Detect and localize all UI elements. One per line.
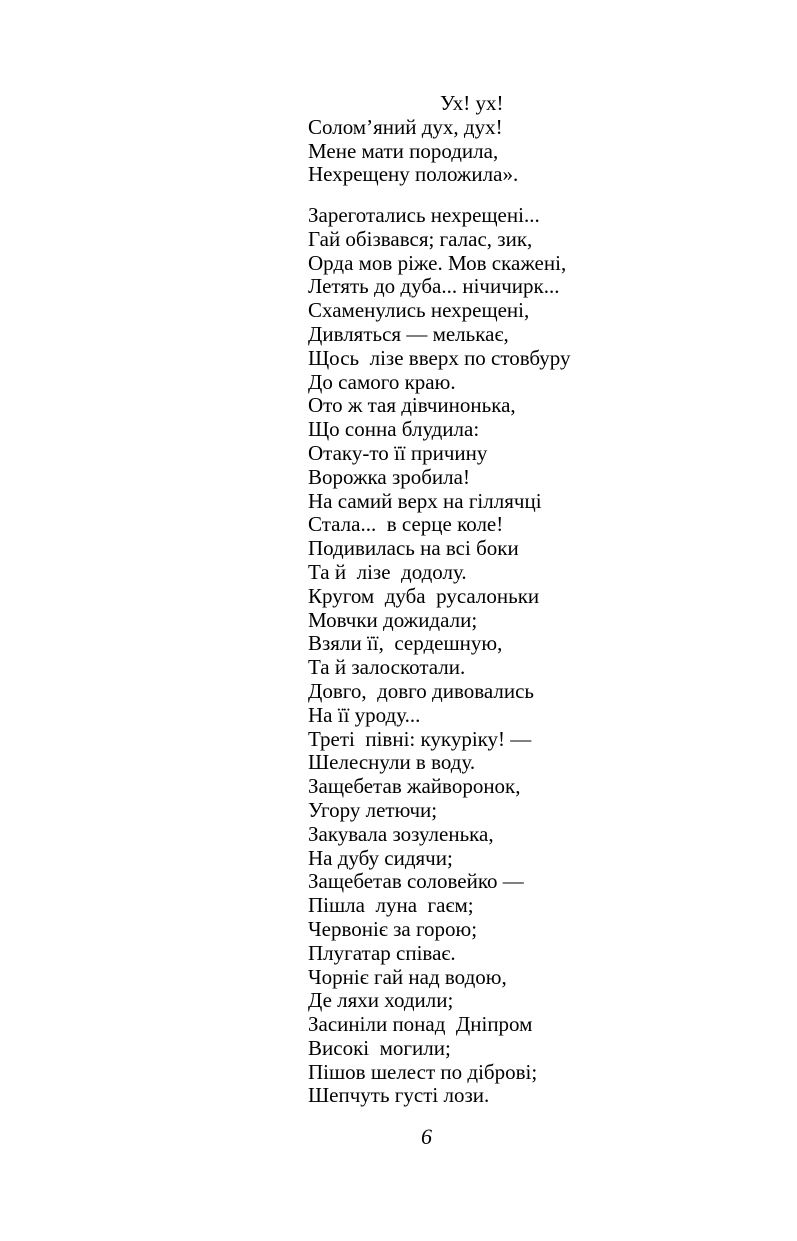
poem-line: Гай обізвався; галас, зик, <box>308 226 533 251</box>
poem-line: Нехрещену положила». <box>308 162 519 187</box>
poem-line: Летять до дуба... нічичирк... <box>308 274 560 299</box>
poem-line: Отаку-то її причину <box>308 440 488 465</box>
poem-line: Закувала зозуленька, <box>308 821 494 846</box>
poem-line: Високі могили; <box>308 1035 451 1060</box>
poem-line: Зареготались нехрещені... <box>308 203 540 227</box>
stanza-2 <box>308 204 571 1108</box>
poem-line: Взяли її, сердешную, <box>308 631 503 656</box>
poem-line: Пішов шелест по діброві; <box>308 1059 538 1084</box>
poem-line: Що сонна блудила: <box>308 417 480 442</box>
poem-line: Засиніли понад Дніпром <box>308 1012 533 1037</box>
poem-line: Пішла луна гаєм; <box>308 893 474 918</box>
poem-line: Ух! ух! <box>440 91 504 115</box>
poem-line: Чорніє гай над водою, <box>308 964 507 989</box>
poem-line: Мене мати породила, <box>308 138 499 163</box>
poem-line: Треті півні: кукуріку! — <box>308 726 532 751</box>
poem-line: Кругом дуба русалоньки <box>308 583 540 608</box>
poem-line: Де ляхи ходили; <box>308 988 454 1013</box>
poem-line: Солом’яний дух, дух! <box>308 114 503 139</box>
poem-line: Схаменулись нехрещені, <box>308 298 530 323</box>
poem-line: Та й залоскотали. <box>308 655 466 680</box>
poem-line: Шепчуть густі лози. <box>308 1083 490 1108</box>
poem-line: Плугатар співає. <box>308 940 456 965</box>
poem-line: Щось лізе вверх по стовбуру <box>308 345 571 370</box>
poem-line: Защебетав жайворонок, <box>308 774 521 799</box>
poem-line: Защебетав соловейко — <box>308 869 524 894</box>
poem-line: Орда мов ріже. Мов скажені, <box>308 250 567 275</box>
poem-line: Подивилась на всі боки <box>308 536 519 561</box>
poem-line: Угору летючи; <box>308 797 438 822</box>
poem-line: До самого краю. <box>308 369 456 394</box>
poem-line: Мовчки дожидали; <box>308 607 478 632</box>
poem-line: Ворожка зробила! <box>308 464 470 489</box>
poem-line: На її уроду... <box>308 702 421 727</box>
poem-line: Червоніє за горою; <box>308 916 478 941</box>
poem-line: Шелеснули в воду. <box>308 750 476 775</box>
poem-line: Та й лізе додолу. <box>308 559 467 584</box>
poem-line: Довго, довго дивовались <box>308 678 534 703</box>
poem-line: На самий верх на гіллячці <box>308 488 542 513</box>
page-number: 6 <box>421 1124 432 1149</box>
poem-line: Ото ж тая дівчинонька, <box>308 393 516 418</box>
stanza-1 <box>308 92 518 187</box>
poem-line: На дубу сидячи; <box>308 845 453 870</box>
poem-line: Стала... в серце коле! <box>308 512 504 537</box>
poem-line: Дивляться — мелькає, <box>308 321 509 346</box>
